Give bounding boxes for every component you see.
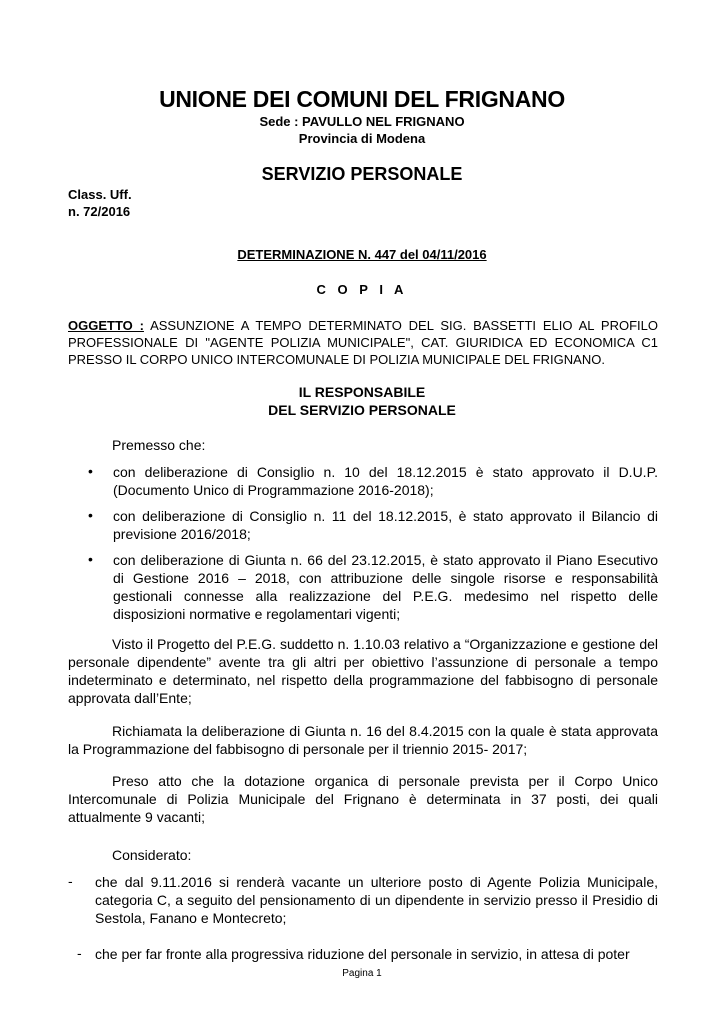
preso-atto-paragraph: Preso atto che la dotazione organica di personale prevista per il Corpo Unico Intercomunale di Polizia Municipale del Frignano è determinata in 37 posti, dei quali attualmente 9 vacanti; (68, 773, 658, 825)
richiamata-paragraph: Richiamata la deliberazione di Giunta n. 16 del 8.4.2015 con la quale è stata approvata la Programmazione del fabbisogno di personale per il triennio 2015- 2017; (68, 723, 658, 757)
responsible-line-2: DEL SERVIZIO PERSONALE (268, 402, 456, 418)
premesso-text: Premesso che: (112, 437, 206, 453)
class-number: n. 72/2016 (68, 204, 131, 219)
page-number: Pagina 1 (342, 968, 382, 979)
bullet-3-symbol: • (88, 551, 93, 567)
copia-label: C O P I A (316, 282, 408, 297)
dash-2-symbol: - (77, 945, 82, 961)
sede-line: Sede : PAVULLO NEL FRIGNANO (259, 114, 465, 129)
considerato-text: Considerato: (112, 847, 192, 863)
responsible-line-1: IL RESPONSABILE (298, 384, 426, 400)
dash-2-text: che per far fronte alla progressiva riduzione del personale in servizio, in attesa di poter (95, 946, 630, 962)
bullet-2-symbol: • (88, 507, 93, 523)
dash-1-symbol: - (68, 873, 73, 889)
bullet-1-symbol: • (88, 463, 93, 479)
subject-block (68, 317, 658, 368)
bullet-1-text: con deliberazione di Consiglio n. 10 del 18.12.2015 è stato approvato il D.U.P. (Documento Unico di Programmazione 2016-2018); (113, 464, 658, 498)
visto-paragraph: Visto il Progetto del P.E.G. suddetto n. 1.10.03 relativo a “Organizzazione e gestione del personale dipendente” avente tra gli altri per obiettivo l’assunzione di personale a tempo indeterminato e determinato, nel rispetto della programmazione del fabbisogno di personale approvata dall’Ente; (68, 636, 658, 706)
determination-title: DETERMINAZIONE N. 447 del 04/11/2016 (237, 247, 487, 262)
organization-title: UNIONE DEI COMUNI DEL FRIGNANO (159, 86, 565, 112)
dash-1-text: che dal 9.11.2016 si renderà vacante un ulteriore posto di Agente Polizia Municipale, categoria C, a seguito del pensionamento di un dipendente in servizio presso il Presidio di Sestola, Fanano e Montecreto; (95, 874, 658, 926)
subject-text: ASSUNZIONE A TEMPO DETERMINATO DEL SIG. BASSETTI ELIO AL PROFILO PROFESSIONALE DI "AGENTE POLIZIA MUNICIPALE", CAT. GIURIDICA ED ECONOMICA C1 PRESSO IL CORPO UNICO INTERCOMUNALE DI POLIZIA MUNICIPALE DEL FRIGNANO. (68, 318, 658, 367)
subject-label: OGGETTO : (68, 318, 144, 333)
class-uff-label: Class. Uff. (68, 187, 132, 202)
bullet-2-text: con deliberazione di Consiglio n. 11 del 18.12.2015, è stato approvato il Bilancio di previsione 2016/2018; (113, 508, 658, 542)
bullet-3-text: con deliberazione di Giunta n. 66 del 23.12.2015, è stato approvato il Piano Esecutivo di Gestione 2016 – 2018, con attribuzione delle singole risorse e responsabilità gestionali connesse alla realizzazione del P.E.G. medesimo nel rispetto delle disposizioni normative e regolamentari vigenti; (113, 552, 658, 622)
service-title: SERVIZIO PERSONALE (261, 164, 463, 184)
provincia-line: Provincia di Modena (298, 131, 426, 146)
